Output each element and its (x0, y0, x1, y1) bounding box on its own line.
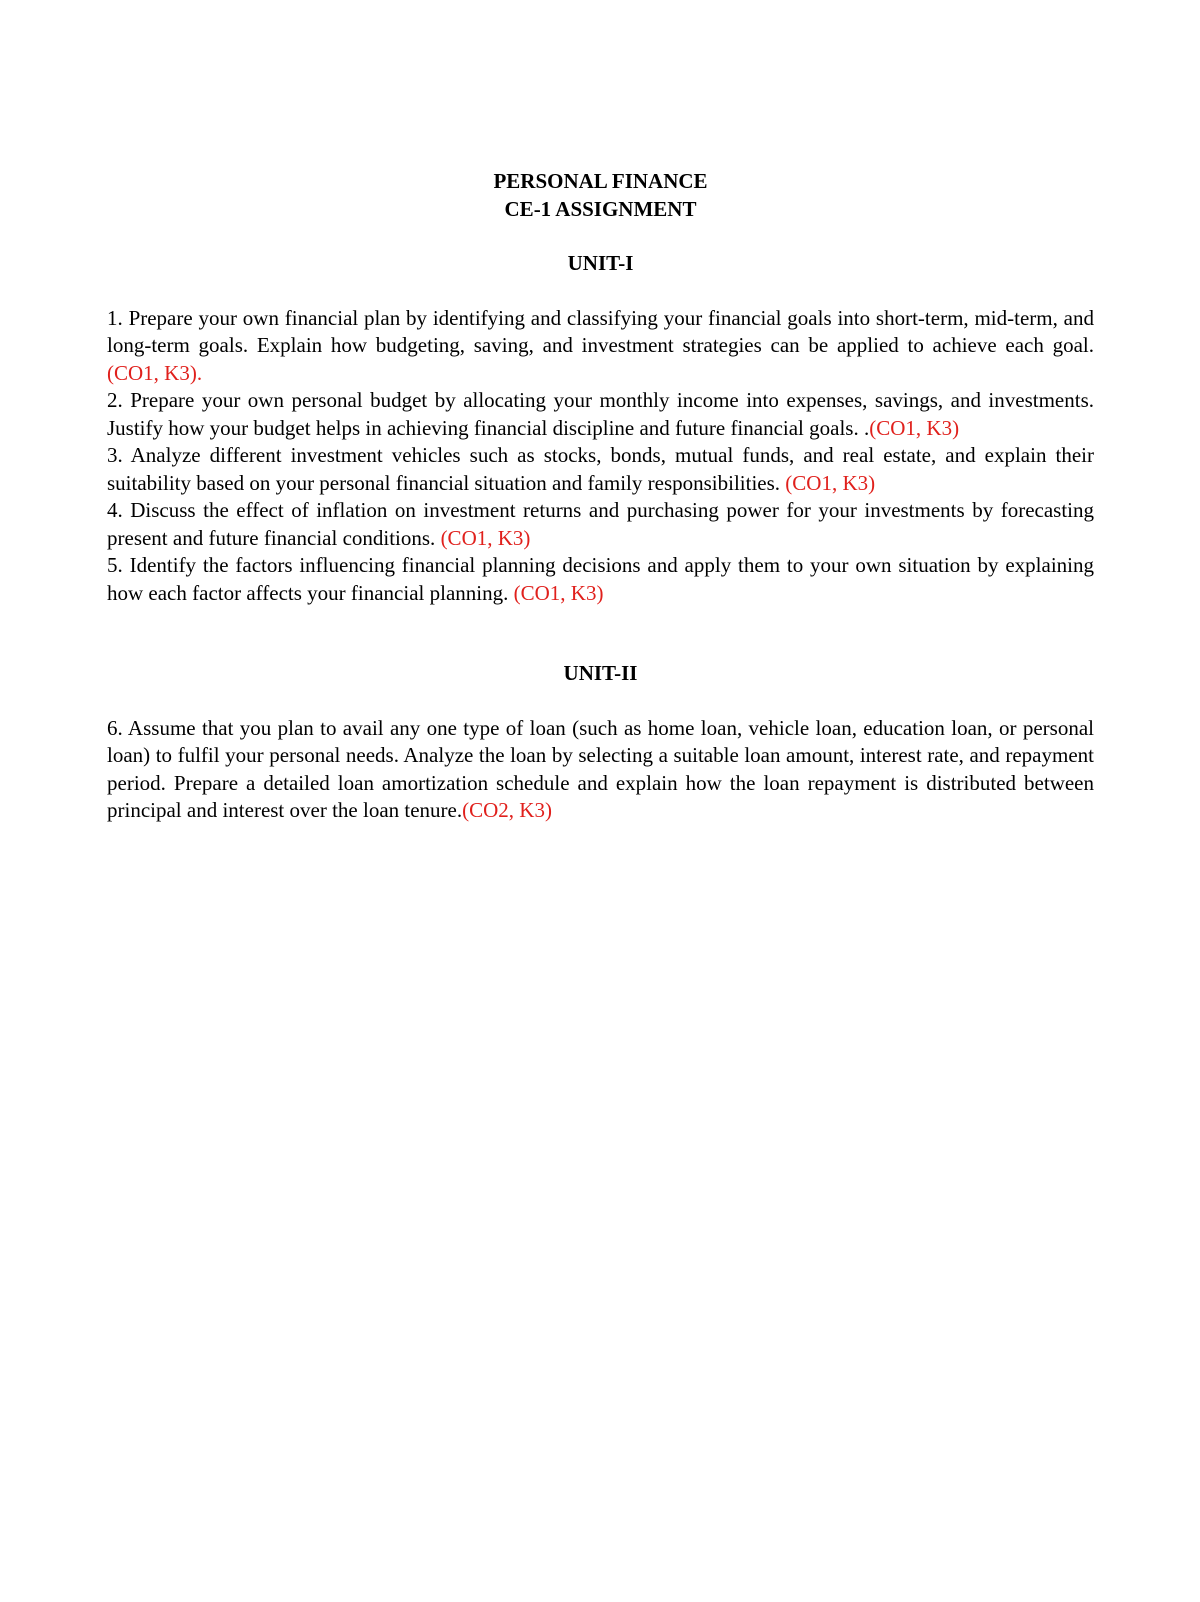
question-text: 2. Prepare your own personal budget by allocating your monthly income into expenses, savings, and investments. Justify how your budget helps in achieving financial discipline and future financial goals. . (107, 388, 1094, 440)
unit-section-2 (107, 660, 1094, 825)
document-title: PERSONAL FINANCE (493, 169, 708, 193)
question-item (107, 387, 1094, 442)
unit-heading: UNIT-II (563, 661, 638, 685)
unit-heading: UNIT-I (567, 251, 634, 275)
course-outcome-ref: (CO1, K3). (107, 360, 203, 385)
question-text: 3. Analyze different investment vehicles such as stocks, bonds, mutual funds, and real estate, and explain their suitability based on your personal financial situation and family responsibilities. (107, 443, 1094, 495)
course-outcome-ref: (CO1, K3) (869, 415, 960, 440)
question-list (107, 715, 1094, 825)
unit-section-1 (107, 250, 1094, 607)
question-item (107, 305, 1094, 388)
document-subtitle: CE-1 ASSIGNMENT (504, 196, 697, 221)
course-outcome-ref: (CO2, K3) (462, 798, 552, 822)
question-item (107, 497, 1094, 552)
course-outcome-ref: (CO1, K3) (785, 470, 876, 495)
course-outcome-ref: (CO1, K3) (440, 525, 531, 550)
question-text: 4. Discuss the effect of inflation on investment returns and purchasing power for your investments by forecasting present and future financial conditions. (107, 498, 1094, 550)
document-content (107, 168, 1094, 825)
question-list (107, 305, 1094, 608)
question-text: 1. Prepare your own financial plan by identifying and classifying your financial goals into short-term, mid-term, and long-term goals. Explain how budgeting, saving, and investment strategies can be applied to achieve each goal. (107, 305, 1094, 357)
question-item (107, 442, 1094, 497)
question-text: 5. Identify the factors influencing financial planning decisions and apply them to your own situation by explaining how each factor affects your financial planning. (107, 553, 1094, 605)
question-text: 6. Assume that you plan to avail any one type of loan (such as home loan, vehicle loan, education loan, or personal loan) to fulfil your personal needs. Analyze the loan by selecting a suitable loan amount, interest rate, and repayment period. Prepare a detailed loan amortization schedule and explain how the loan repayment is distributed between principal and interest over the loan tenure. (107, 715, 1094, 822)
course-outcome-ref: (CO1, K3) (513, 580, 604, 605)
question-item (107, 715, 1094, 825)
question-item (107, 552, 1094, 607)
